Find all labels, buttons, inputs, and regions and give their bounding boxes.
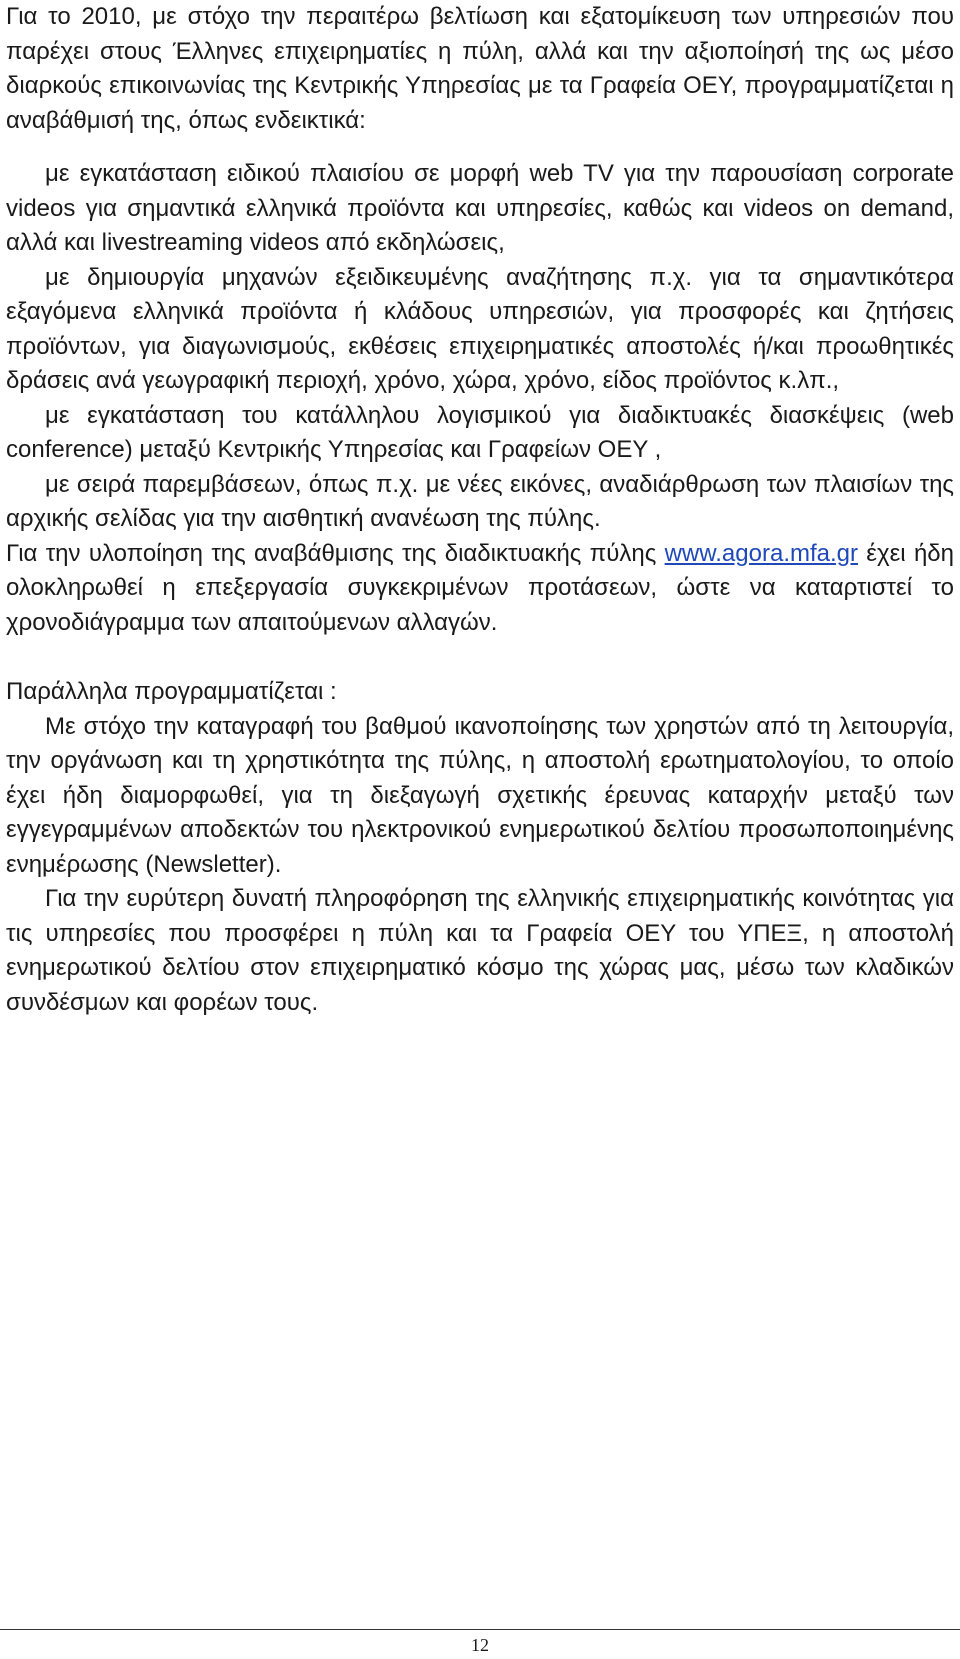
list-item	[6, 882, 954, 1020]
page-number: 12	[471, 1635, 489, 1655]
implementation-text-suffix: έχει ήδη ολοκληρωθεί η επεξεργασία συγκεκριμένων προτάσεων, ώστε να καταρτιστεί το χρονοδιάγραμμα των απαιτούμενων αλλαγών.	[6, 539, 955, 636]
list-item-text: με εγκατάσταση ειδικού πλαισίου σε μορφή web TV για την παρουσίαση corporate videos για σημαντικά ελληνικά προϊόντα και υπηρεσίες, καθώς και videos on demand, αλλά και livestreaming videos από εκδηλώσεις,	[6, 160, 954, 256]
list-item	[6, 710, 954, 883]
parallel-heading: Παράλληλα προγραμματίζεται :	[6, 678, 337, 705]
list-item-text: με εγκατάσταση του κατάλληλου λογισμικού για διαδικτυακές διασκέψεις (web conference) μεταξύ Κεντρικής Υπηρεσίας και Γραφείων ΟΕΥ ,	[6, 401, 954, 463]
list-item	[6, 399, 954, 468]
implementation-paragraph	[6, 537, 954, 641]
upgrade-list	[6, 157, 954, 537]
intro-paragraph: Για το 2010, με στόχο την περαιτέρω βελτίωση και εξατομίκευση των υπηρεσιών που παρέχει στους Έλληνες επιχειρηματίες η πύλη, αλλά και την αξιοποίησή της ως μέσο διαρκούς επικοινωνίας της Κεντρικής Υπηρεσίας με τα Γραφεία ΟΕΥ, προγραμματίζεται η αναβάθμισή της, όπως ενδεικτικά:	[6, 3, 954, 134]
footer-divider	[0, 1629, 960, 1630]
agora-link[interactable]: www.agora.mfa.gr	[664, 539, 858, 567]
list-item	[6, 261, 954, 399]
list-item-text: Για την ευρύτερη δυνατή πληροφόρηση της ελληνικής επιχειρηματικής κοινότητας για τις υπηρεσίες που προσφέρει η πύλη και τα Γραφεία ΟΕΥ του ΥΠΕΞ, η αποστολή ενημερωτικού δελτίου στον επιχειρηματικό κόσμο της χώρας μας, μέσω των κλαδικών συνδέσμων και φορέων τους.	[6, 885, 954, 1016]
list-item-text: με σειρά παρεμβάσεων, όπως π.χ. με νέες εικόνες, αναδιάρθρωση των πλαισίων της αρχικής σελίδας για την αισθητική ανανέωση της πύλης.	[6, 470, 954, 532]
list-item-text: με δημιουργία μηχανών εξειδικευμένης αναζήτησης π.χ. για τα σημαντικότερα εξαγόμενα ελληνικά προϊόντα ή κλάδους υπηρεσιών, για προσφορές και ζητήσεις προϊόντων, για διαγωνισμούς, εκθέσεις επιχειρηματικές αποστολές ή/και προωθητικές δράσεις ανά γεωγραφική περιοχή, χρόνο, χώρα, χρόνο, είδος προϊόντος κ.λπ.,	[6, 263, 954, 394]
document-page	[6, 0, 954, 1020]
list-item-text: Με στόχο την καταγραφή του βαθμού ικανοποίησης των χρηστών από τη λειτουργία, την οργάνωση και τη χρηστικότητα της πύλης, η αποστολή ερωτηματολογίου, το οποίο έχει ήδη διαμορφωθεί, για τη διεξαγωγή σχετικής έρευνας καταρχήν μεταξύ των εγγεγραμμένων αποδεκτών του ηλεκτρονικού ενημερωτικού δελτίου προσωποποιημένης ενημέρωσης (Newsletter).	[6, 712, 954, 878]
implementation-text-prefix: Για την υλοποίηση της αναβάθμισης της διαδικτυακής πύλης	[6, 539, 665, 567]
parallel-list	[6, 710, 954, 1021]
list-item	[6, 468, 954, 537]
list-item	[6, 157, 954, 261]
